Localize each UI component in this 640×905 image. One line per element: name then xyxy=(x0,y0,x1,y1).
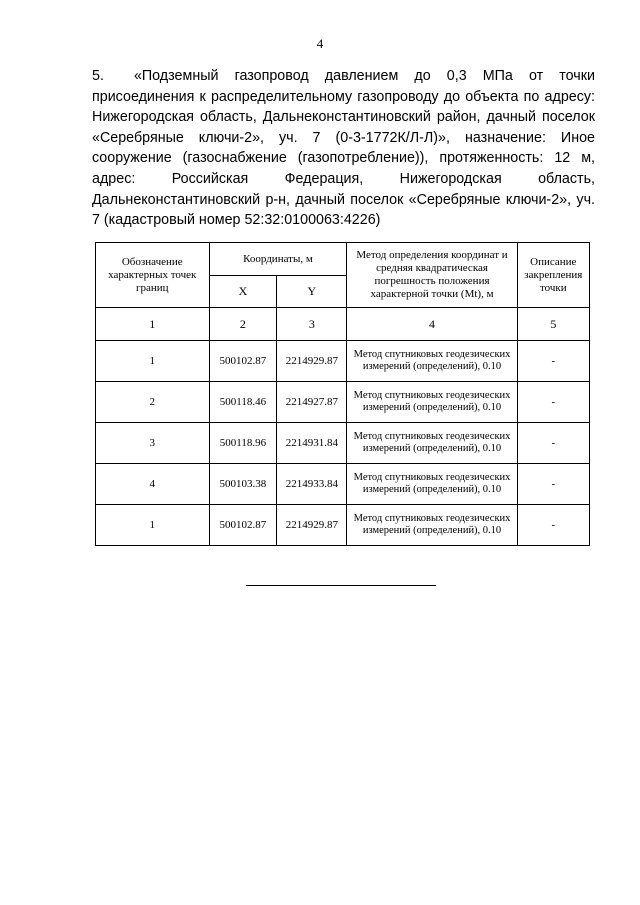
cell-x: 500102.87 xyxy=(209,341,277,382)
item-paragraph xyxy=(92,66,595,231)
column-index: 3 xyxy=(277,308,347,341)
table-row xyxy=(96,423,590,464)
cell-method: Метод спутниковых геодезических измерений (определений), 0.10 xyxy=(347,423,517,464)
cell-method: Метод спутниковых геодезических измерений (определений), 0.10 xyxy=(347,464,517,505)
column-index-row xyxy=(96,308,590,341)
column-index: 5 xyxy=(517,308,589,341)
column-index: 4 xyxy=(347,308,517,341)
cell-fixing: - xyxy=(517,423,589,464)
cell-method: Метод спутниковых геодезических измерений (определений), 0.10 xyxy=(347,505,517,546)
header-method: Метод определения координат и средняя квадратическая погрешность положения характерной точки (Mt), м xyxy=(347,243,517,308)
coordinates-table xyxy=(95,242,590,546)
cell-x: 500102.87 xyxy=(209,505,277,546)
table-row xyxy=(96,382,590,423)
cell-point: 1 xyxy=(96,505,210,546)
cell-method: Метод спутниковых геодезических измерений (определений), 0.10 xyxy=(347,341,517,382)
cell-fixing: - xyxy=(517,464,589,505)
table-row xyxy=(96,341,590,382)
cell-method: Метод спутниковых геодезических измерений (определений), 0.10 xyxy=(347,382,517,423)
cell-y: 2214927.87 xyxy=(277,382,347,423)
column-index: 2 xyxy=(209,308,277,341)
cell-x: 500118.96 xyxy=(209,423,277,464)
page-number: 4 xyxy=(316,36,324,51)
column-index: 1 xyxy=(96,308,210,341)
table-row xyxy=(96,505,590,546)
item-text: «Подземный газопровод давлением до 0,3 МПа от точки присоединения к распределительному газопроводу до объекта по адресу: Нижегородская область, Дальнеконстантиновский район, дачный поселок «Серебряные ключи-2», уч. 7 (0-3-1772К/Л-Л)», назначение: Иное сооружение (газоснабжение (газопотребление)), протяженность: 12 м, адрес: Российская Федерация, Нижегородская область, Дальнеконстантиновский р-н, дачный поселок «Серебряные ключи-2», уч. 7 (кадастровый номер 52:32:0100063:4226) xyxy=(92,68,595,229)
header-points: Обозначение характерных точек границ xyxy=(96,243,210,308)
cell-point: 2 xyxy=(96,382,210,423)
cell-fixing: - xyxy=(517,382,589,423)
cell-point: 4 xyxy=(96,464,210,505)
item-number: 5. xyxy=(92,68,104,84)
cell-y: 2214931.84 xyxy=(277,423,347,464)
cell-x: 500103.38 xyxy=(209,464,277,505)
header-x: X xyxy=(209,276,277,308)
header-fixing: Описание закрепления точки xyxy=(517,243,589,308)
cell-y: 2214929.87 xyxy=(277,505,347,546)
separator-line xyxy=(246,585,436,586)
cell-y: 2214929.87 xyxy=(277,341,347,382)
cell-fixing: - xyxy=(517,341,589,382)
header-y: Y xyxy=(277,276,347,308)
table-header-row xyxy=(96,243,590,276)
cell-point: 3 xyxy=(96,423,210,464)
cell-y: 2214933.84 xyxy=(277,464,347,505)
cell-x: 500118.46 xyxy=(209,382,277,423)
cell-point: 1 xyxy=(96,341,210,382)
header-coordinates: Координаты, м xyxy=(209,243,347,276)
table-row xyxy=(96,464,590,505)
cell-fixing: - xyxy=(517,505,589,546)
